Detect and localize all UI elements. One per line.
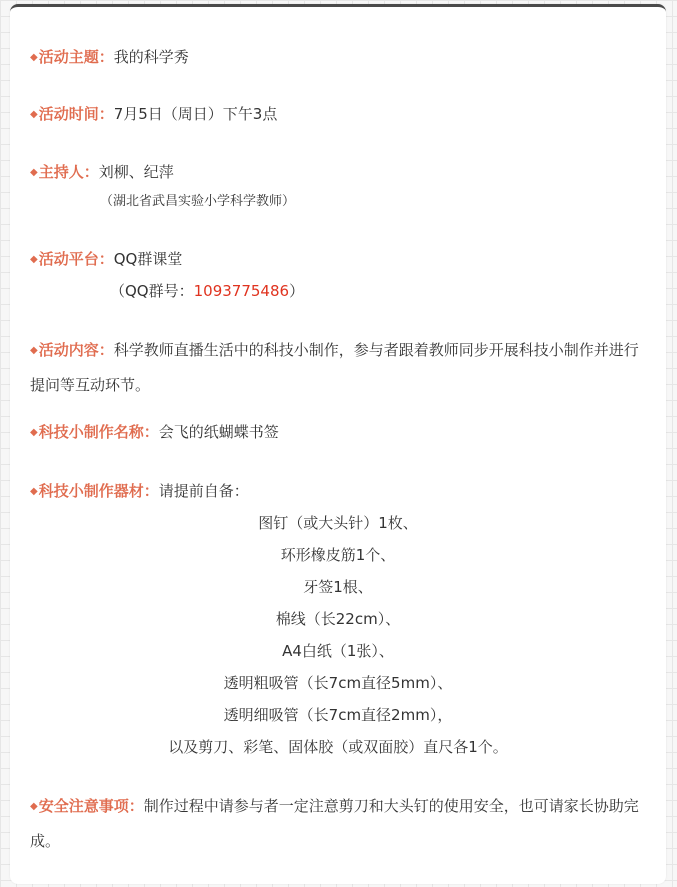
bullet-icon: ◆ xyxy=(30,52,38,63)
material-item: 图钉（或大头针）1枚、 xyxy=(258,514,418,532)
bullet-icon: ◆ xyxy=(30,486,38,497)
group-prefix: （QQ群号： xyxy=(110,282,194,300)
materials-value: 请提前自备： xyxy=(158,482,249,500)
material-item: 以及剪刀、彩笔、固体胶（或双面胶）直尺各1个。 xyxy=(168,738,508,756)
material-item: A4白纸（1张）、 xyxy=(282,642,394,660)
section-time xyxy=(30,104,650,127)
section-craft-name xyxy=(30,422,650,445)
craft-name-value: 会飞的纸蝴蝶书签 xyxy=(158,423,279,441)
article-card xyxy=(10,4,666,884)
content-label: 活动内容： xyxy=(38,341,114,359)
material-item: 透明细吸管（长7cm直径2mm）， xyxy=(223,706,453,724)
section-host xyxy=(30,162,650,185)
platform-group xyxy=(110,281,510,301)
material-item: 牙签1根、 xyxy=(303,578,373,596)
content-value: 科学教师直播生活中的科技小制作，参与者跟着教师同步开展科技小制作并进行提问等互动环节。 xyxy=(30,341,639,394)
group-number[interactable]: 1093775486 xyxy=(193,282,290,300)
material-item: 棉线（长22cm）、 xyxy=(275,610,401,628)
bullet-icon: ◆ xyxy=(30,345,38,356)
bullet-icon: ◆ xyxy=(30,427,38,438)
materials-label: 科技小制作器材： xyxy=(38,482,159,500)
host-label: 主持人： xyxy=(38,163,99,181)
section-content xyxy=(30,334,650,401)
theme-label: 活动主题： xyxy=(38,48,114,66)
safety-value: 制作过程中请参与者一定注意剪刀和大头钉的使用安全，也可请家长协助完成。 xyxy=(30,797,639,850)
theme-value: 我的科学秀 xyxy=(113,48,189,66)
host-note: （湖北省武昌实验小学科学教师） xyxy=(100,194,296,209)
host-value: 刘柳、纪萍 xyxy=(98,163,174,181)
section-platform xyxy=(30,249,650,272)
time-value: 7月5日（周日）下午3点 xyxy=(113,105,278,123)
section-theme xyxy=(30,47,650,70)
group-suffix: ） xyxy=(289,282,305,300)
section-safety xyxy=(30,790,650,857)
platform-label: 活动平台： xyxy=(38,250,114,268)
material-item: 环形橡皮筋1个、 xyxy=(280,546,396,564)
time-label: 活动时间： xyxy=(38,105,114,123)
material-item: 透明粗吸管（长7cm直径5mm）、 xyxy=(223,674,453,692)
platform-value: QQ群课堂 xyxy=(113,250,183,268)
section-materials xyxy=(30,481,650,504)
bullet-icon: ◆ xyxy=(30,109,38,120)
bullet-icon: ◆ xyxy=(30,167,38,178)
bullet-icon: ◆ xyxy=(30,254,38,265)
craft-name-label: 科技小制作名称： xyxy=(38,423,159,441)
bullet-icon: ◆ xyxy=(30,801,38,812)
safety-label: 安全注意事项： xyxy=(38,797,144,815)
